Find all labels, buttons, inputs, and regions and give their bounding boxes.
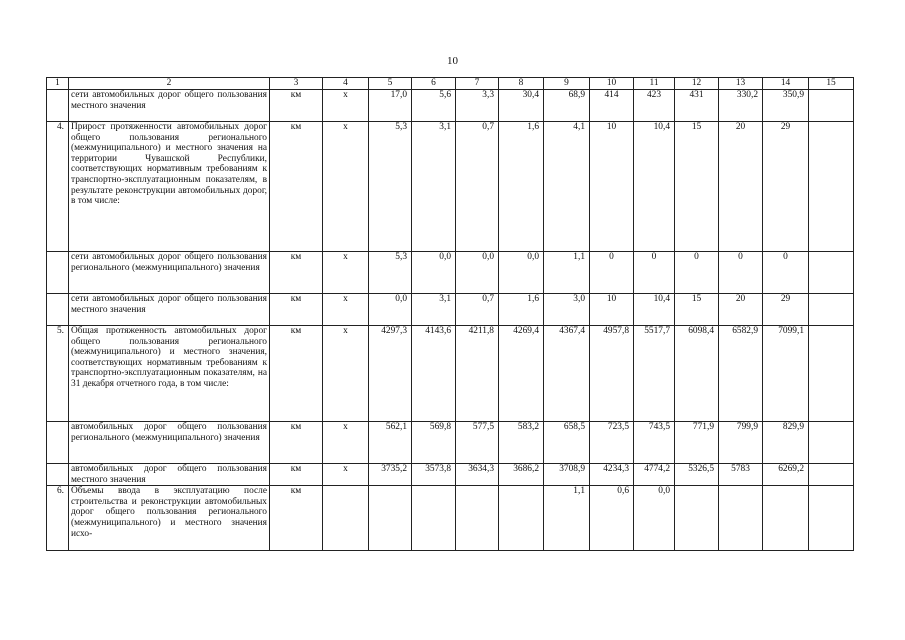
value-cell: 17,0 [369,90,412,122]
value-cell: 4234,3 [590,464,634,486]
indicator-description: сети автомобильных дорог общего пользования регионального (межмуниципального) значения [69,252,270,294]
value-cell: 5,6 [412,90,456,122]
value-cell: 6582,9 [719,326,763,422]
base-value-cell: х [323,326,369,422]
value-cell: 0,0 [412,252,456,294]
value-cell: 350,9 [763,90,809,122]
value-cell: 4774,2 [634,464,675,486]
value-cell: 4269,4 [499,326,544,422]
value-cell: 68,9 [544,90,590,122]
value-cell: 6098,4 [675,326,719,422]
indicator-description: автомобильных дорог общего пользования регионального (межмуниципального) значения [69,422,270,464]
row-number: 4. [47,122,69,252]
value-cell: 7099,1 [763,326,809,422]
value-cell: 3,0 [544,294,590,326]
value-cell: 0,7 [456,294,499,326]
value-cell: 3,1 [412,294,456,326]
value-cell: 4957,8 [590,326,634,422]
column-number: 4 [323,78,369,90]
value-cell: 562,1 [369,422,412,464]
indicator-description: сети автомобильных дорог общего пользования местного значения [69,90,270,122]
value-cell: 423 [634,90,675,122]
table-row [47,464,854,486]
value-cell: 0,0 [499,252,544,294]
value-cell: 431 [675,90,719,122]
table-row [47,122,854,252]
base-value-cell: х [323,294,369,326]
unit-cell: км [270,464,323,486]
value-cell: 4367,4 [544,326,590,422]
column-number: 8 [499,78,544,90]
value-cell: 5517,7 [634,326,675,422]
row-number [47,90,69,122]
column-number: 11 [634,78,675,90]
column-number-row [47,78,854,90]
value-cell: 29 [763,294,809,326]
value-cell: 0 [763,252,809,294]
value-cell: 0 [719,252,763,294]
base-value-cell: х [323,422,369,464]
value-cell [809,90,854,122]
value-cell: 658,5 [544,422,590,464]
column-number: 5 [369,78,412,90]
base-value-cell: х [323,90,369,122]
table-row [47,294,854,326]
value-cell: 0,0 [634,486,675,551]
value-cell: 20 [719,122,763,252]
value-cell: 10 [590,294,634,326]
value-cell: 1,6 [499,122,544,252]
value-cell [369,486,412,551]
column-number: 9 [544,78,590,90]
value-cell: 3573,8 [412,464,456,486]
value-cell: 5,3 [369,122,412,252]
unit-cell: км [270,90,323,122]
column-number: 2 [69,78,270,90]
value-cell: 29 [763,122,809,252]
value-cell [809,252,854,294]
row-number: 5. [47,326,69,422]
value-cell [719,486,763,551]
value-cell: 743,5 [634,422,675,464]
value-cell: 0,0 [456,252,499,294]
base-value-cell [323,486,369,551]
column-number: 1 [47,78,69,90]
row-number: 6. [47,486,69,551]
value-cell: 1,6 [499,294,544,326]
unit-cell: км [270,122,323,252]
value-cell: 0,7 [456,122,499,252]
value-cell: 5,3 [369,252,412,294]
value-cell: 0 [634,252,675,294]
value-cell [763,486,809,551]
column-number: 13 [719,78,763,90]
value-cell: 10,4 [634,122,675,252]
value-cell: 577,5 [456,422,499,464]
column-number: 7 [456,78,499,90]
column-number: 6 [412,78,456,90]
value-cell [809,326,854,422]
value-cell: 30,4 [499,90,544,122]
page-number: 10 [447,55,458,67]
table-row [47,326,854,422]
value-cell: 20 [719,294,763,326]
base-value-cell: х [323,122,369,252]
value-cell: 799,9 [719,422,763,464]
value-cell [456,486,499,551]
indicator-description: Объемы ввода в эксплуатацию после строительства и реконструкции автомобильных дорог общего пользования регионального (межмуниципального) и местного значения исхо- [69,486,270,551]
value-cell: 1,1 [544,252,590,294]
table-row [47,422,854,464]
column-number: 15 [809,78,854,90]
table-row [47,252,854,294]
value-cell: 5326,5 [675,464,719,486]
table-row [47,486,854,551]
value-cell [809,464,854,486]
value-cell: 4143,6 [412,326,456,422]
indicator-description: сети автомобильных дорог общего пользования местного значения [69,294,270,326]
value-cell: 829,9 [763,422,809,464]
table-row [47,90,854,122]
value-cell [809,486,854,551]
indicators-table [46,77,854,551]
value-cell [499,486,544,551]
column-number: 12 [675,78,719,90]
indicator-description: автомобильных дорог общего пользования местного значения [69,464,270,486]
value-cell: 0,0 [369,294,412,326]
value-cell: 3686,2 [499,464,544,486]
row-number [47,464,69,486]
value-cell: 3708,9 [544,464,590,486]
value-cell [809,122,854,252]
value-cell: 4,1 [544,122,590,252]
value-cell: 0 [675,252,719,294]
value-cell: 4211,8 [456,326,499,422]
indicator-description: Прирост протяженности автомобильных дорог общего пользования регионального (межмуниципального) и местного значения на территории Чувашской Республики, соответствующих нормативным требованиям к транспортно-эксплуатационным показателям, в результате реконструкции автомобильных дорог, в том числе: [69,122,270,252]
value-cell [809,294,854,326]
column-number: 14 [763,78,809,90]
value-cell: 15 [675,294,719,326]
row-number [47,294,69,326]
value-cell: 15 [675,122,719,252]
column-number: 3 [270,78,323,90]
unit-cell: км [270,252,323,294]
value-cell: 3735,2 [369,464,412,486]
unit-cell: км [270,422,323,464]
row-number [47,422,69,464]
value-cell: 4297,3 [369,326,412,422]
value-cell: 5783 [719,464,763,486]
value-cell: 6269,2 [763,464,809,486]
base-value-cell: х [323,252,369,294]
value-cell [675,486,719,551]
unit-cell: км [270,294,323,326]
value-cell: 0,6 [590,486,634,551]
row-number [47,252,69,294]
value-cell: 771,9 [675,422,719,464]
value-cell: 583,2 [499,422,544,464]
value-cell: 414 [590,90,634,122]
value-cell [809,422,854,464]
value-cell [412,486,456,551]
value-cell: 569,8 [412,422,456,464]
value-cell: 330,2 [719,90,763,122]
unit-cell: км [270,326,323,422]
value-cell: 3634,3 [456,464,499,486]
value-cell: 10,4 [634,294,675,326]
unit-cell: км [270,486,323,551]
value-cell: 3,1 [412,122,456,252]
indicator-description: Общая протяженность автомобильных дорог общего пользования регионального (межмуниципального) и местного значения, соответствующих нормативным требованиям к транспортно-эксплуатационным показателям, на 31 декабря отчетного года, в том числе: [69,326,270,422]
value-cell: 723,5 [590,422,634,464]
value-cell: 0 [590,252,634,294]
column-number: 10 [590,78,634,90]
base-value-cell: х [323,464,369,486]
value-cell: 10 [590,122,634,252]
value-cell: 3,3 [456,90,499,122]
value-cell: 1,1 [544,486,590,551]
